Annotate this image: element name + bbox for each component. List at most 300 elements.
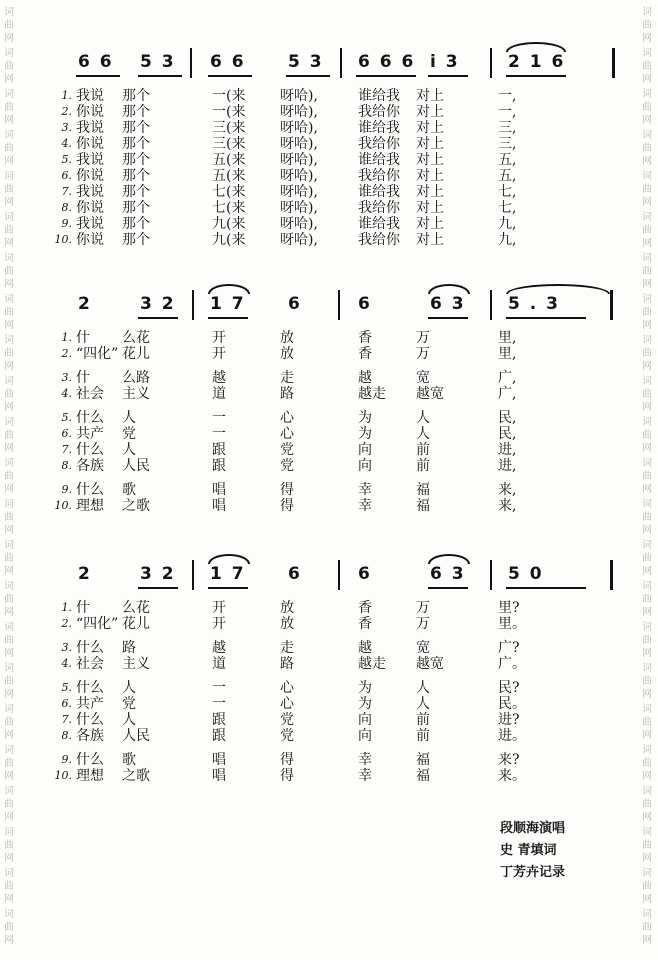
watermark-char: 网 <box>4 156 14 167</box>
lyric-row <box>40 498 620 514</box>
verse-number: 6. <box>61 169 72 182</box>
watermark-char: 网 <box>642 894 652 905</box>
watermark-char: 网 <box>642 525 652 536</box>
slur-mark <box>208 554 250 564</box>
watermark-char: 网 <box>4 648 14 659</box>
lyric-text: 开 <box>212 616 226 632</box>
lyric-text: 党 <box>280 458 294 474</box>
lyric-text: 里? <box>498 600 520 616</box>
watermark-char: 网 <box>642 320 652 331</box>
lyric-text: 那个 <box>122 232 150 248</box>
lyric-text: 九(来 <box>212 216 246 232</box>
lyric-text: 香 <box>358 330 372 346</box>
lyric-text: 得 <box>280 498 294 514</box>
lyric-row <box>40 136 620 152</box>
lyric-text: 越 <box>358 640 372 656</box>
lyric-row <box>40 752 620 768</box>
lyric-text: 里, <box>498 346 517 362</box>
lyric-text: 心 <box>280 426 294 442</box>
watermark-char: 曲 <box>4 512 14 523</box>
watermark-char: 网 <box>642 402 652 413</box>
watermark-char: 词 <box>4 581 14 592</box>
lyric-text: 来, <box>498 498 517 514</box>
bar-line <box>490 48 492 78</box>
lyric-row <box>40 600 620 616</box>
watermark-char: 网 <box>642 279 652 290</box>
note-group: i 3 <box>430 52 460 72</box>
watermark-char: 网 <box>4 443 14 454</box>
verse-number: 2. <box>61 617 72 630</box>
watermark-char: 词 <box>4 622 14 633</box>
lyric-text: 党 <box>122 696 136 712</box>
lyric-text: 呀哈), <box>280 152 318 168</box>
lyric-text: 为 <box>358 410 372 426</box>
watermark-char: 曲 <box>642 512 652 523</box>
lyric-text: 三, <box>498 136 517 152</box>
beam-line <box>208 75 252 77</box>
lyric-text: 唱 <box>212 768 226 784</box>
lyric-text: 歌 <box>122 482 136 498</box>
verse-number: 10. <box>54 769 72 782</box>
beam-line <box>138 75 182 77</box>
watermark-char: 网 <box>642 156 652 167</box>
lyric-text: 你说 <box>76 232 104 248</box>
verse-number: 1. <box>61 89 72 102</box>
lyric-text: 心 <box>280 696 294 712</box>
lyric-text: 得 <box>280 752 294 768</box>
lyric-text: 唱 <box>212 752 226 768</box>
lyric-text: 什么 <box>76 680 104 696</box>
watermark-char: 网 <box>642 484 652 495</box>
lyric-text: 广? <box>498 640 520 656</box>
watermark-char: 词 <box>642 745 652 756</box>
watermark-char: 曲 <box>642 266 652 277</box>
verse-number: 9. <box>61 483 72 496</box>
lyric-text: 为 <box>358 680 372 696</box>
watermark-char: 网 <box>4 74 14 85</box>
lyric-text: 对上 <box>416 120 444 136</box>
lyric-text: 三, <box>498 120 517 136</box>
watermark-char: 词 <box>642 171 652 182</box>
lyric-text: 开 <box>212 330 226 346</box>
watermark-char: 网 <box>4 894 14 905</box>
watermark-char: 网 <box>642 935 652 946</box>
lyric-text: 跟 <box>212 728 226 744</box>
watermark-char: 词 <box>642 294 652 305</box>
watermark-char: 曲 <box>4 389 14 400</box>
note-group: 6 6 6 <box>358 52 416 72</box>
lyric-text: 越 <box>212 370 226 386</box>
verse-number: 8. <box>61 729 72 742</box>
lyric-text: 心 <box>280 680 294 696</box>
lyric-text: 各族 <box>76 728 104 744</box>
watermark-char: 曲 <box>642 61 652 72</box>
watermark-char: 网 <box>642 648 652 659</box>
lyric-text: 幸 <box>358 768 372 784</box>
beam-line <box>428 587 468 589</box>
lyric-text: 党 <box>122 426 136 442</box>
watermark-char: 网 <box>642 853 652 864</box>
lyric-text: 一(来 <box>212 88 246 104</box>
lyric-text: 福 <box>416 768 430 784</box>
watermark-char: 词 <box>642 909 652 920</box>
verse-number: 7. <box>61 185 72 198</box>
lyric-text: 为 <box>358 696 372 712</box>
lyric-text: 里, <box>498 330 517 346</box>
lyric-text: 九, <box>498 216 517 232</box>
lyric-text: 里。 <box>498 616 526 632</box>
lyric-text: 开 <box>212 346 226 362</box>
verse-number: 7. <box>61 443 72 456</box>
music-system-3 <box>40 556 620 784</box>
lyric-text: 福 <box>416 498 430 514</box>
watermark-char: 网 <box>4 812 14 823</box>
lyric-text: 呀哈), <box>280 232 318 248</box>
watermark-char: 曲 <box>642 594 652 605</box>
lyric-text: 香 <box>358 346 372 362</box>
watermark-char: 词 <box>4 89 14 100</box>
lyric-text: 一 <box>212 696 226 712</box>
lyric-text: 七(来 <box>212 200 246 216</box>
watermark-char: 网 <box>642 361 652 372</box>
lyric-text: 来, <box>498 482 517 498</box>
lyric-text: 人 <box>122 410 136 426</box>
verse-number: 5. <box>61 681 72 694</box>
lyric-text: 你说 <box>76 104 104 120</box>
watermark-char: 网 <box>642 115 652 126</box>
lyric-text: 进? <box>498 712 520 728</box>
watermark-char: 曲 <box>4 799 14 810</box>
watermark-char: 词 <box>4 827 14 838</box>
lyric-text: 谁给我 <box>358 216 400 232</box>
watermark-char: 曲 <box>642 184 652 195</box>
lyric-text: 对上 <box>416 168 444 184</box>
verse-number: 3. <box>61 641 72 654</box>
lyric-text: 什么 <box>76 410 104 426</box>
watermark-char: 网 <box>642 689 652 700</box>
watermark-char: 曲 <box>642 758 652 769</box>
watermark-char: 网 <box>642 730 652 741</box>
watermark-char: 网 <box>4 853 14 864</box>
lyric-text: 一, <box>498 104 517 120</box>
lyric-text: 什么 <box>76 482 104 498</box>
lyric-row <box>40 458 620 474</box>
lyric-text: 前 <box>416 712 430 728</box>
lyric-text: 人 <box>416 410 430 426</box>
watermark-char: 词 <box>642 786 652 797</box>
lyric-text: 人 <box>416 426 430 442</box>
note-group: 6 <box>288 294 302 314</box>
lyric-row <box>40 768 620 784</box>
slur-mark <box>506 284 610 294</box>
watermark-char: 词 <box>642 212 652 223</box>
beam-line <box>356 75 416 77</box>
lyric-text: 呀哈), <box>280 136 318 152</box>
watermark-char: 曲 <box>4 266 14 277</box>
credit-singer: 段顺海演唱 <box>500 821 566 836</box>
lyric-text: 道 <box>212 656 226 672</box>
watermark-char: 词 <box>642 376 652 387</box>
watermark-char: 词 <box>642 868 652 879</box>
verse-number: 5. <box>61 411 72 424</box>
watermark-char: 词 <box>642 499 652 510</box>
watermark-char: 词 <box>4 48 14 59</box>
lyric-text: 我给你 <box>358 168 400 184</box>
verse-number: 7. <box>61 713 72 726</box>
watermark-char: 曲 <box>4 594 14 605</box>
lyric-text: 什么 <box>76 640 104 656</box>
watermark-char: 词 <box>4 376 14 387</box>
verse-number: 6. <box>61 697 72 710</box>
lyric-text: 我给你 <box>358 232 400 248</box>
watermark-char: 曲 <box>4 102 14 113</box>
watermark-char: 网 <box>4 607 14 618</box>
lyric-text: 前 <box>416 442 430 458</box>
lyric-text: 对上 <box>416 136 444 152</box>
lyric-text: 跟 <box>212 442 226 458</box>
lyric-row <box>40 152 620 168</box>
watermark-char: 网 <box>4 730 14 741</box>
watermark-char: 曲 <box>4 225 14 236</box>
lyric-text: 向 <box>358 712 372 728</box>
watermark-char: 曲 <box>642 840 652 851</box>
lyric-text: 主义 <box>122 656 150 672</box>
watermark-char: 网 <box>4 689 14 700</box>
watermark-char: 网 <box>4 402 14 413</box>
watermark-char: 词 <box>4 745 14 756</box>
lyric-text: 得 <box>280 482 294 498</box>
lyric-text: 开 <box>212 600 226 616</box>
lyric-row <box>40 616 620 632</box>
lyric-text: “四化” <box>76 616 119 632</box>
watermark-char: 词 <box>4 499 14 510</box>
note-group: 6 6 <box>210 52 246 72</box>
lyric-text: 万 <box>416 346 430 362</box>
lyric-row <box>40 168 620 184</box>
lyric-text: 什么 <box>76 752 104 768</box>
lyric-row <box>40 346 620 362</box>
lyric-text: 放 <box>280 330 294 346</box>
watermark-char: 曲 <box>642 143 652 154</box>
lyric-text: 花儿 <box>122 346 150 362</box>
watermark-char: 曲 <box>642 20 652 31</box>
lyric-text: 那个 <box>122 120 150 136</box>
verse-number: 1. <box>61 601 72 614</box>
bar-line <box>610 290 613 320</box>
watermark-char: 网 <box>4 115 14 126</box>
lyric-text: 什 <box>76 600 90 616</box>
note-group: 5 . 3 <box>508 294 560 314</box>
beam-line <box>138 317 178 319</box>
lyric-text: 对上 <box>416 216 444 232</box>
lyric-text: 对上 <box>416 152 444 168</box>
verse-number: 8. <box>61 201 72 214</box>
lyric-text: 那个 <box>122 152 150 168</box>
lyric-text: 万 <box>416 330 430 346</box>
slur-mark <box>428 554 470 564</box>
verse-number: 9. <box>61 217 72 230</box>
lyric-text: 民, <box>498 410 517 426</box>
lyric-text: 那个 <box>122 168 150 184</box>
verse-number: 5. <box>61 153 72 166</box>
watermark-char: 网 <box>642 238 652 249</box>
lyric-text: 一 <box>212 680 226 696</box>
lyric-text: 民, <box>498 426 517 442</box>
lyric-text: 进, <box>498 442 517 458</box>
lyric-row <box>40 232 620 248</box>
lyric-text: 七, <box>498 184 517 200</box>
lyric-text: 人 <box>416 680 430 696</box>
watermark-char: 词 <box>4 171 14 182</box>
lyric-text: 我给你 <box>358 200 400 216</box>
watermark-char: 词 <box>4 7 14 18</box>
lyric-text: 人 <box>122 442 136 458</box>
lyric-text: 向 <box>358 728 372 744</box>
bar-line <box>610 560 613 590</box>
beam-line <box>138 587 178 589</box>
lyric-text: 越走 <box>358 656 386 672</box>
watermark-char: 曲 <box>4 840 14 851</box>
lyric-text: 一, <box>498 88 517 104</box>
lyric-text: 九(来 <box>212 232 246 248</box>
lyric-text: 一 <box>212 410 226 426</box>
verse-number: 4. <box>61 137 72 150</box>
verse-number: 10. <box>54 499 72 512</box>
lyric-text: 幸 <box>358 482 372 498</box>
credits <box>500 818 565 884</box>
watermark-char: 曲 <box>642 430 652 441</box>
lyric-text: 七(来 <box>212 184 246 200</box>
lyric-text: 九, <box>498 232 517 248</box>
verse-number: 9. <box>61 753 72 766</box>
verse-number: 3. <box>61 121 72 134</box>
watermark-char: 词 <box>642 48 652 59</box>
watermark-char: 网 <box>4 771 14 782</box>
lyric-text: 放 <box>280 616 294 632</box>
lyric-row <box>40 216 620 232</box>
beam-line <box>208 317 248 319</box>
lyric-text: 广, <box>498 386 517 402</box>
watermark-char: 曲 <box>642 225 652 236</box>
lyric-text: 跟 <box>212 458 226 474</box>
watermark-char: 曲 <box>4 143 14 154</box>
note-group: 2 1 6 <box>508 52 566 72</box>
lyric-text: 社会 <box>76 656 104 672</box>
lyric-text: 人 <box>122 712 136 728</box>
lyric-text: 走 <box>280 640 294 656</box>
lyric-text: 主义 <box>122 386 150 402</box>
lyric-row <box>40 410 620 426</box>
watermark-char: 词 <box>642 130 652 141</box>
lyric-text: 路 <box>280 656 294 672</box>
watermark-char: 曲 <box>642 717 652 728</box>
lyric-text: 一 <box>212 426 226 442</box>
watermark-char: 词 <box>642 704 652 715</box>
music-system-1 <box>40 44 620 248</box>
lyric-text: 福 <box>416 482 430 498</box>
notation-line <box>40 556 620 600</box>
lyric-text: 我说 <box>76 216 104 232</box>
bar-line <box>190 48 192 78</box>
lyric-text: 万 <box>416 616 430 632</box>
lyric-row <box>40 184 620 200</box>
watermark-char: 曲 <box>4 553 14 564</box>
watermark-char: 曲 <box>4 471 14 482</box>
watermark-char: 网 <box>642 771 652 782</box>
beam-line <box>428 75 468 77</box>
lyric-text: 广, <box>498 370 517 386</box>
watermark-char: 词 <box>642 827 652 838</box>
verse-number: 4. <box>61 657 72 670</box>
note-group: 5 3 <box>140 52 176 72</box>
lyric-text: 放 <box>280 600 294 616</box>
lyric-text: 广。 <box>498 656 526 672</box>
verse-number: 2. <box>61 347 72 360</box>
watermark-char: 曲 <box>642 102 652 113</box>
lyric-text: 你说 <box>76 136 104 152</box>
lyric-text: 路 <box>122 640 136 656</box>
lyric-text: 前 <box>416 458 430 474</box>
note-group: 6 3 <box>430 564 466 584</box>
note-group: 2 <box>78 294 92 314</box>
watermark-char: 曲 <box>4 20 14 31</box>
lyric-text: 幸 <box>358 752 372 768</box>
watermark-char: 曲 <box>642 553 652 564</box>
lyric-row <box>40 656 620 672</box>
lyric-row <box>40 728 620 744</box>
watermark-left <box>2 6 16 949</box>
watermark-right <box>640 6 654 949</box>
lyric-text: “四化” <box>76 346 119 362</box>
lyric-text: 我说 <box>76 184 104 200</box>
lyric-text: 路 <box>280 386 294 402</box>
watermark-char: 曲 <box>642 471 652 482</box>
watermark-char: 曲 <box>642 307 652 318</box>
lyric-text: 道 <box>212 386 226 402</box>
note-group: 6 <box>288 564 302 584</box>
verse-number: 2. <box>61 105 72 118</box>
lyric-text: 谁给我 <box>358 184 400 200</box>
lyric-text: 五(来 <box>212 168 246 184</box>
watermark-char: 词 <box>4 663 14 674</box>
lyric-text: 什 <box>76 370 90 386</box>
lyric-text: 人 <box>122 680 136 696</box>
lyric-text: 福 <box>416 752 430 768</box>
lyric-text: 香 <box>358 600 372 616</box>
lyric-text: 那个 <box>122 184 150 200</box>
lyric-row <box>40 330 620 346</box>
lyric-text: 么花 <box>122 330 150 346</box>
watermark-char: 网 <box>4 525 14 536</box>
watermark-char: 曲 <box>4 184 14 195</box>
lyric-text: 呀哈), <box>280 88 318 104</box>
lyric-row <box>40 640 620 656</box>
note-group: 2 <box>78 564 92 584</box>
credit-lyricist: 史 青填词 <box>500 843 557 858</box>
lyric-text: 越宽 <box>416 656 444 672</box>
watermark-char: 词 <box>642 335 652 346</box>
watermark-char: 词 <box>642 663 652 674</box>
note-group: 3 2 <box>140 564 176 584</box>
watermark-char: 曲 <box>4 676 14 687</box>
lyric-text: 五, <box>498 152 517 168</box>
verse-number: 3. <box>61 371 72 384</box>
beam-line <box>506 75 566 77</box>
watermark-char: 词 <box>642 417 652 428</box>
lyric-text: 走 <box>280 370 294 386</box>
lyric-text: 香 <box>358 616 372 632</box>
lyric-row <box>40 88 620 104</box>
